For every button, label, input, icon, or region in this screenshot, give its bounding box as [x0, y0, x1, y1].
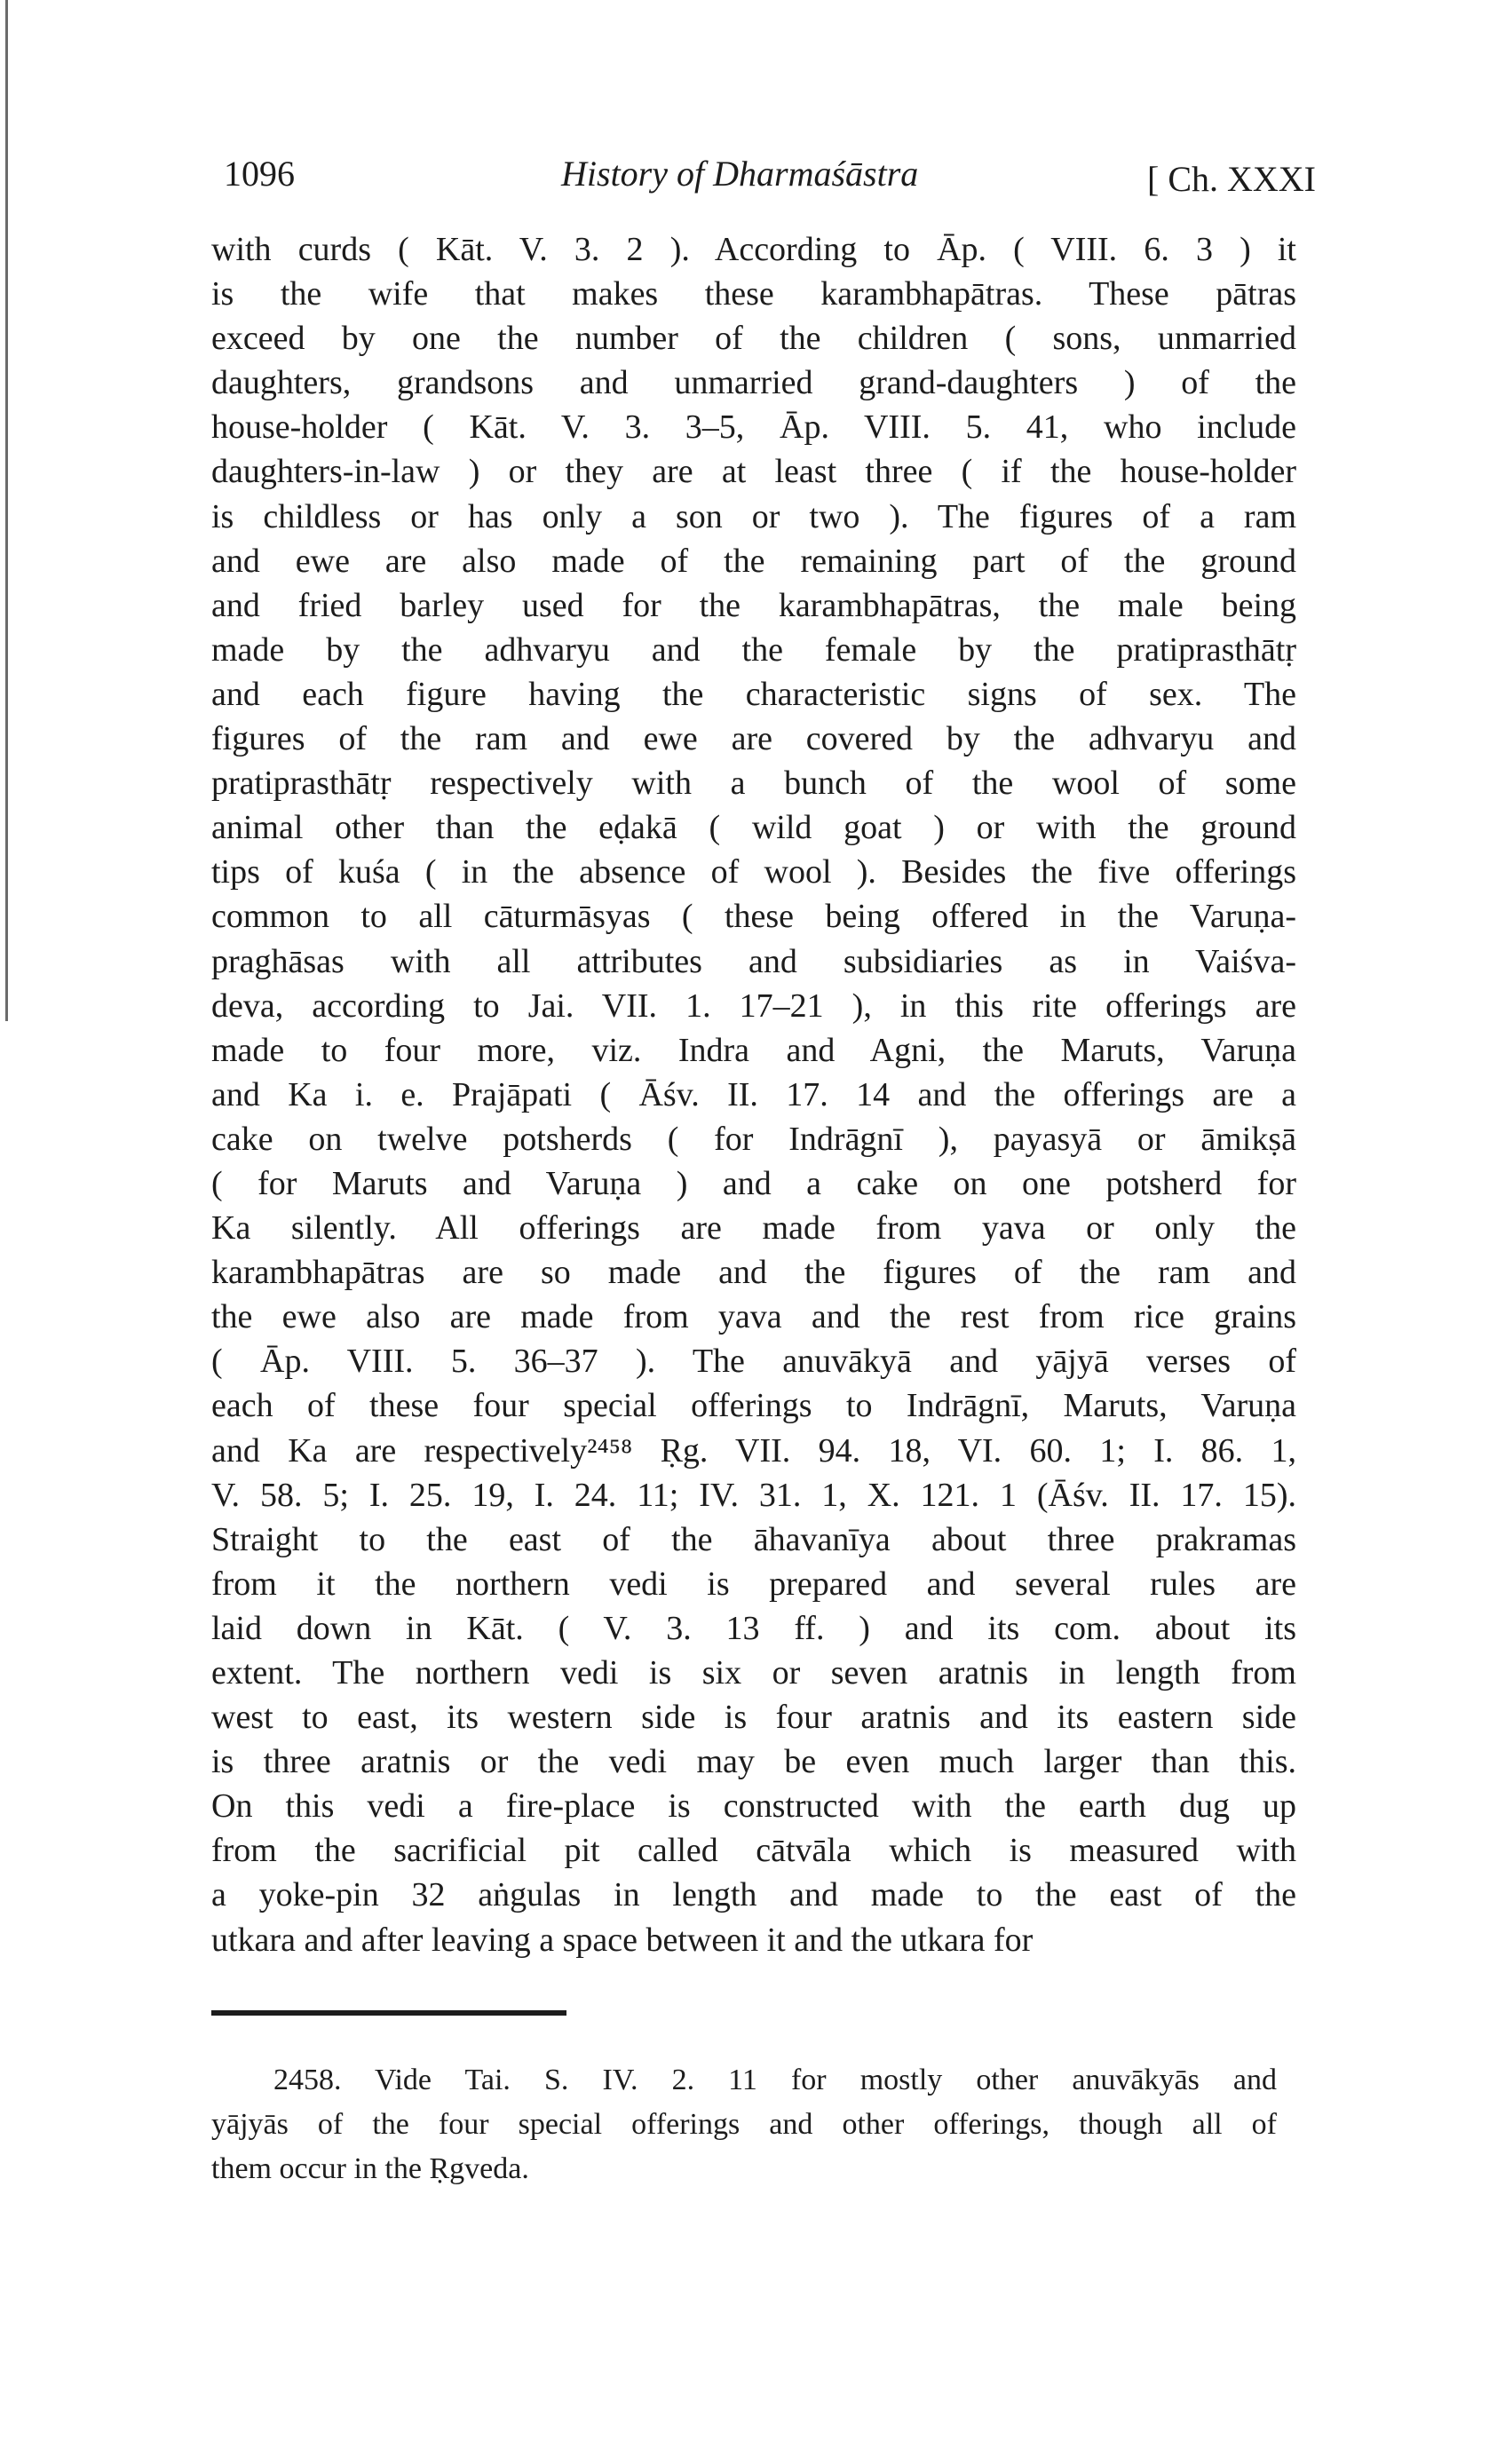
footnote-line: yājyās of the four special offerings and other offerings, though all of — [211, 2108, 1277, 2141]
page-number: 1096 — [224, 154, 295, 194]
body-line: with curds ( Kāt. V. 3. 2 ). According to Āp. ( VIII. 6. 3 ) it — [211, 231, 1296, 268]
footnote-2458 — [211, 2058, 1277, 2191]
body-line: made by the adhvaryu and the female by the pratiprasthātṛ — [211, 630, 1296, 669]
body-line: ( Āp. VIII. 5. 36–37 ). The anuvākyā and yājyā verses of — [211, 1343, 1296, 1381]
body-line: and Ka are respectively²⁴⁵⁸ Ṛg. VII. 94. 18, VI. 60. 1; I. 86. 1, — [211, 1431, 1296, 1470]
body-line: ( for Maruts and Varuṇa ) and a cake on one potsherd for — [211, 1164, 1296, 1202]
body-line: a yoke-pin 32 aṅgulas in length and made to the east of the — [211, 1876, 1296, 1914]
page-header — [224, 142, 1316, 204]
chapter-label: [ Ch. XXXI — [1147, 159, 1316, 199]
body-line: daughters-in-law ) or they are at least three ( if the house-holder — [211, 453, 1296, 491]
body-line: Straight to the east of the āhavanīya about three prakramas — [211, 1520, 1296, 1558]
running-title: History of Dharmaśāstra — [561, 154, 919, 194]
body-line: V. 58. 5; I. 25. 19, I. 24. 11; IV. 31. 1, X. 121. 1 (Āśv. II. 17. 15). — [211, 1476, 1296, 1514]
body-line: the ewe also are made from yava and the rest from rice grains — [211, 1298, 1296, 1336]
body-line: and ewe are also made of the remaining part of the ground — [211, 542, 1296, 580]
body-line: laid down in Kāt. ( V. 3. 13 ff. ) and its com. about its — [211, 1609, 1296, 1647]
body-line: On this vedi a fire-place is constructed with the earth dug up — [211, 1787, 1296, 1826]
body-line: and fried barley used for the karambhapātras, the male being — [211, 586, 1296, 624]
footnote-line: them occur in the Ṛgveda. — [211, 2152, 529, 2185]
body-line: each of these four special offerings to Indrāgnī, Maruts, Varuṇa — [211, 1387, 1296, 1425]
body-text — [211, 227, 1296, 1962]
body-line: extent. The northern vedi is six or seven aratnis in length from — [211, 1654, 1296, 1692]
body-line: tips of kuśa ( in the absence of wool ). Besides the five offerings — [211, 853, 1296, 891]
body-line: daughters, grandsons and unmarried grand-daughters ) of the — [211, 364, 1296, 402]
body-line: pratiprasthātṛ respectively with a bunch of the wool of some — [211, 765, 1296, 803]
body-line: utkara and after leaving a space between it and the utkara for — [211, 1921, 1034, 1959]
body-line: is three aratnis or the vedi may be even much larger than this. — [211, 1743, 1296, 1781]
body-line: and Ka i. e. Prajāpati ( Āśv. II. 17. 14 and the offerings are a — [211, 1075, 1296, 1113]
scan-edge-mark — [5, 0, 8, 1021]
body-line: figures of the ram and ewe are covered by the adhvaryu and — [211, 720, 1296, 758]
footnote-divider — [211, 2010, 566, 2016]
body-line: exceed by one the number of the children ( sons, unmarried — [211, 320, 1296, 358]
body-line: common to all cāturmāsyas ( these being offered in the Varuṇa- — [211, 898, 1296, 936]
body-line: made to four more, viz. Indra and Agni, the Maruts, Varuṇa — [211, 1031, 1296, 1069]
body-line: praghāsas with all attributes and subsidiaries as in Vaiśva- — [211, 942, 1296, 980]
body-line: from it the northern vedi is prepared and several rules are — [211, 1565, 1296, 1603]
body-line: cake on twelve potsherds ( for Indrāgnī ), payasyā or āmikṣā — [211, 1120, 1296, 1158]
body-line: is the wife that makes these karambhapātras. These pātras — [211, 275, 1296, 313]
body-line: from the sacrificial pit called cātvāla which is measured with — [211, 1832, 1296, 1870]
body-line: karambhapātras are so made and the figures of the ram and — [211, 1254, 1296, 1292]
body-line: west to east, its western side is four aratnis and its eastern side — [211, 1699, 1296, 1737]
body-line: Ka silently. All offerings are made from yava or only the — [211, 1209, 1296, 1248]
body-line: is childless or has only a son or two ). The figures of a ram — [211, 497, 1296, 535]
body-line: deva, according to Jai. VII. 1. 17–21 ), in this rite offerings are — [211, 986, 1296, 1025]
footnote-line: 2458. Vide Tai. S. IV. 2. 11 for mostly other anuvākyās and — [273, 2064, 1277, 2096]
body-line: animal other than the eḍakā ( wild goat ) or with the ground — [211, 809, 1296, 847]
body-line: house-holder ( Kāt. V. 3. 3–5, Āp. VIII. 5. 41, who include — [211, 408, 1296, 447]
body-line: and each figure having the characteristic signs of sex. The — [211, 675, 1296, 713]
